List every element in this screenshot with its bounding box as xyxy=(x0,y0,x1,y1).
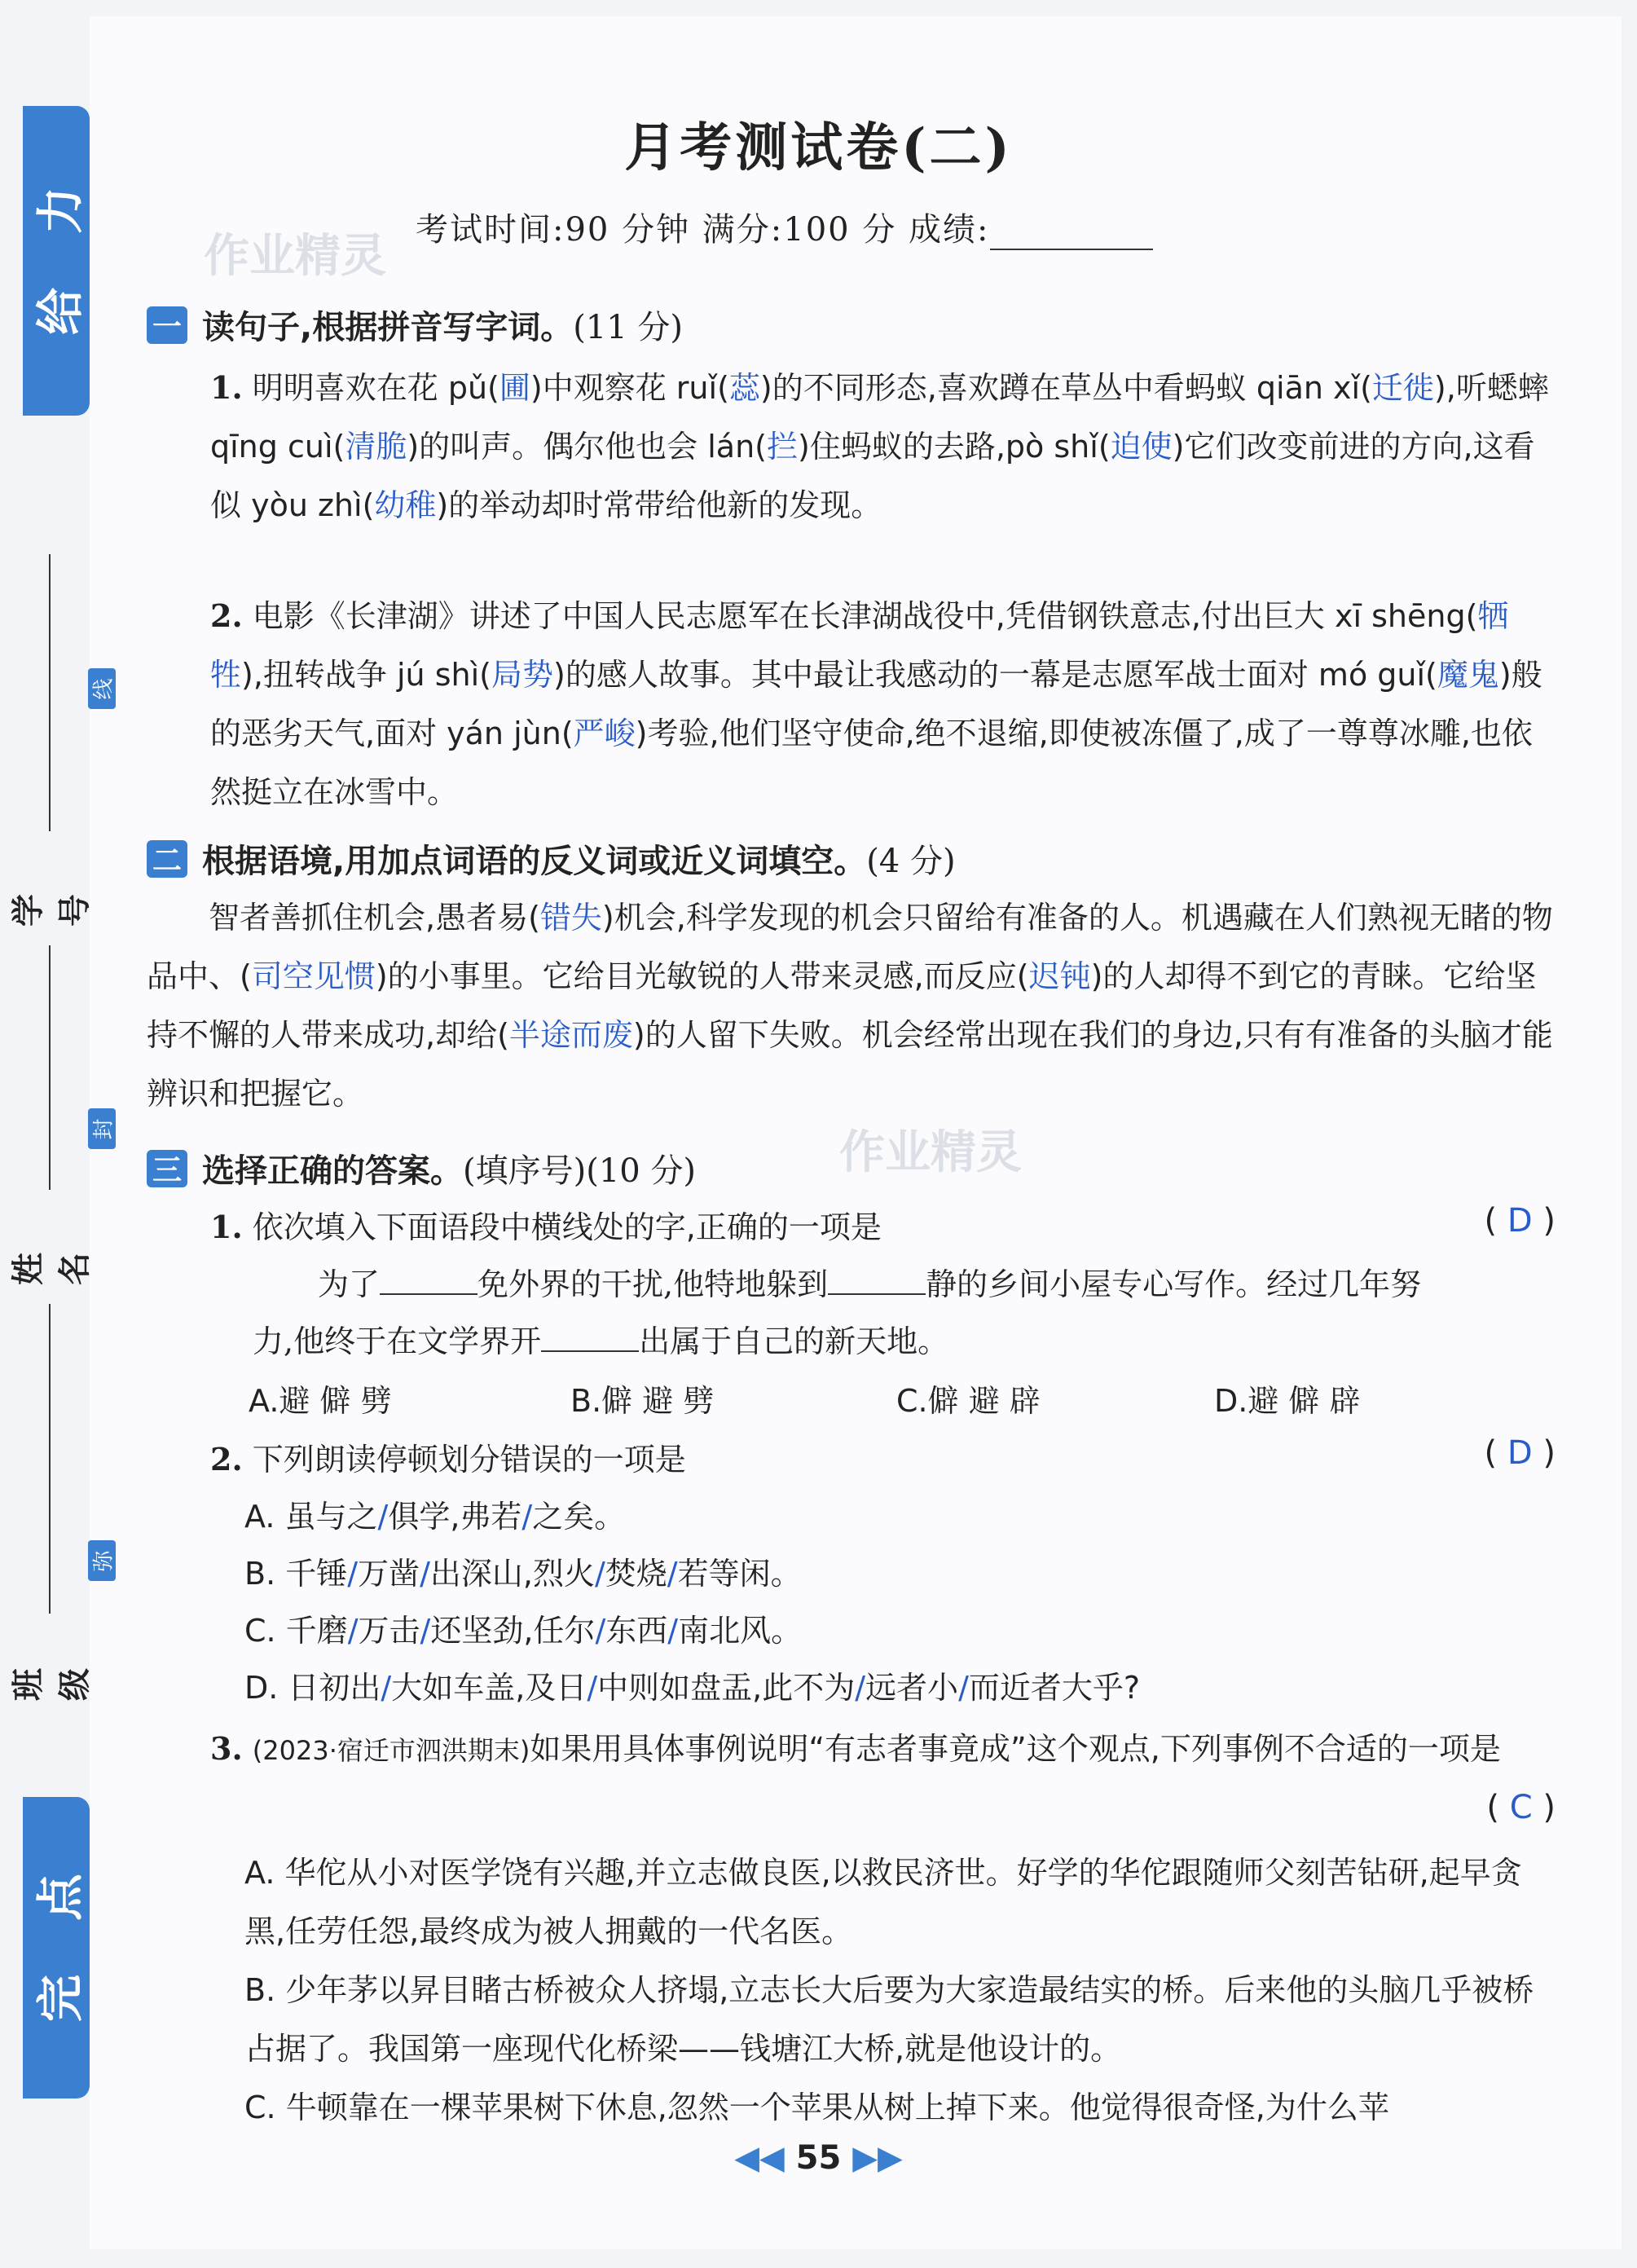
option-c: C.僻 避 辟 xyxy=(896,1383,1041,1419)
watermark: 作业精灵 xyxy=(839,1126,1022,1179)
question-3-1-passage-line: 为了 免外界的干扰,他特地躲到 静的乡间小屋专心写作。经过几年努 xyxy=(318,1266,1422,1302)
option-a: A.避 僻 劈 xyxy=(249,1383,392,1419)
page-number: ◀◀ 55 ▶▶ xyxy=(734,2139,903,2177)
option-c: C. 千磨/万击/还坚劲,任尔/东西/南北风。 xyxy=(244,1613,803,1649)
answer: 牺牲 xyxy=(210,598,1509,693)
class-label: 班级 xyxy=(10,1668,94,1701)
answer: 局势 xyxy=(491,657,554,693)
class-line xyxy=(49,1304,51,1614)
name-label: 姓名 xyxy=(10,1253,94,1285)
answer: 迁徙 xyxy=(1371,370,1434,406)
section-title: 读句子,根据拼音写字词。 xyxy=(202,309,574,346)
page-title: 月考测试卷(二) xyxy=(624,117,1013,178)
option-a: A. 华佗从小对医学饶有兴趣,并立志做良医,以救民济世。好学的华佗跟随师父刻苦钻研,起早贪黑,任劳任怨,最终成为被人拥戴的一代名医。 xyxy=(244,1855,1522,1949)
section-heading xyxy=(147,835,956,882)
fill-blank[interactable] xyxy=(380,1269,477,1295)
answer: 幼稚 xyxy=(374,487,437,523)
answer: 迫使 xyxy=(1110,429,1173,465)
side-tab-char: 完 xyxy=(32,1974,88,2023)
side-tab-char: 给 xyxy=(32,287,88,336)
option-d: D. 日初出/大如车盖,及日/中则如盘盂,此不为/远者小/而近者大乎? xyxy=(244,1670,1141,1706)
option-c: C. 牛顿靠在一棵苹果树下休息,忽然一个苹果从树上掉下来。他觉得很奇怪,为什么苹 xyxy=(244,2090,1389,2125)
answer-bracket: ( D ) xyxy=(1484,1434,1556,1472)
cut-mark-line: 线 xyxy=(88,668,116,709)
question-3-3-stem: 3. (2023·宿迁市泗洪期末)如果用具体事例说明“有志者事竟成”这个观点,下列事例不合适的一项是 xyxy=(210,1730,1501,1767)
prev-arrow-icon: ◀◀ xyxy=(734,2139,785,2177)
option-b: B. 千锤/万凿/出深山,烈火/焚烧/若等闲。 xyxy=(244,1556,802,1592)
student-id-line xyxy=(49,554,51,831)
fill-blank[interactable] xyxy=(828,1269,926,1295)
answer: 清脆 xyxy=(345,429,407,465)
section-points: (11 分) xyxy=(573,309,684,346)
answer: 司空见惯 xyxy=(251,958,376,994)
cut-mark-seal: 封 xyxy=(88,1108,116,1149)
answer: 迟钝 xyxy=(1028,958,1091,994)
side-tab-char: 点 xyxy=(32,1873,88,1922)
question-3-1-stem: 1. 依次填入下面语段中横线处的字,正确的一项是 xyxy=(210,1209,882,1245)
answer: 拦 xyxy=(767,429,799,465)
answer: 蕊 xyxy=(728,370,760,406)
side-tab-char: 力 xyxy=(32,186,88,235)
answer: 严峻 xyxy=(573,716,636,751)
section-title: 根据语境,用加点词语的反义词或近义词填空。 xyxy=(202,843,867,880)
section-number: 一 xyxy=(147,306,187,344)
option-b: B. 少年茅以昇目睹古桥被众人挤塌,立志长大后要为大家造最结实的桥。后来他的头脑几乎被桥占据了。我国第一座现代化桥梁——钱塘江大桥,就是他设计的。 xyxy=(244,1972,1534,2067)
section-heading xyxy=(147,1145,696,1191)
answer: 魔鬼 xyxy=(1437,657,1499,693)
section-number: 三 xyxy=(147,1150,187,1187)
option-b: B.僻 避 劈 xyxy=(570,1383,715,1419)
score-blank[interactable] xyxy=(990,221,1153,250)
question-3-1-passage-line: 力,他终于在文学界开 出属于自己的新天地。 xyxy=(253,1323,949,1359)
question-3-2-stem: 2. 下列朗读停顿划分错误的一项是 xyxy=(210,1441,686,1478)
answer: 错失 xyxy=(539,900,602,936)
watermark: 作业精灵 xyxy=(204,230,386,283)
answer-bracket: ( D ) xyxy=(1484,1202,1556,1240)
option-d: D.避 僻 辟 xyxy=(1214,1383,1361,1419)
question-1-2: 2. 电影《长津湖》讲述了中国人民志愿军在长津湖战役中,凭借钢铁意志,付出巨大 xī shēng(牺牲),扭转战争 jú shì(局势)的感人故事。其中最让我感动的一幕是志愿军战士面对 mó guǐ(魔鬼)般的恶劣天气,面对 yán jùn(严峻)考验,他们坚守使命,绝不退缩,即使被冻僵了,成了一尊尊冰雕,也依然挺立在冰雪中。 xyxy=(210,597,1542,810)
name-line xyxy=(49,945,51,1190)
student-id-label: 学号 xyxy=(10,894,94,927)
answer-bracket: ( C ) xyxy=(1486,1789,1556,1826)
fill-blank[interactable] xyxy=(541,1326,639,1352)
section-heading xyxy=(147,302,683,348)
section-2-passage: 智者善抓住机会,愚者易(错失)机会,科学发现的机会只留给有准备的人。机遇藏在人们熟视无睹的物品中、(司空见惯)的小事里。它给目光敏锐的人带来灵感,而反应(迟钝)的人却得不到它的青睐。它给坚持不懈的人带来成功,却给(半途而废)的人留下失败。机会经常出现在我们的身边,只有有准备的头脑才能辨识和把握它。 xyxy=(147,900,1553,1112)
cut-mark-close: 弥 xyxy=(88,1540,116,1581)
answer: 半途而废 xyxy=(508,1017,633,1053)
exam-meta: 考试时间:90 分钟 满分:100 分 成绩: xyxy=(416,204,1153,250)
section-number: 二 xyxy=(147,840,187,878)
next-arrow-icon: ▶▶ xyxy=(852,2139,903,2177)
side-tab-bottom xyxy=(23,1797,90,2098)
answer: 圃 xyxy=(499,370,530,406)
section-title: 选择正确的答案。 xyxy=(202,1152,463,1190)
section-points: (4 分) xyxy=(866,843,956,880)
section-points: (填序号)(10 分) xyxy=(463,1152,697,1190)
option-a: A. 虽与之/俱学,弗若/之矣。 xyxy=(244,1499,626,1535)
question-1-1: 1. 明明喜欢在花 pǔ(圃)中观察花 ruǐ(蕊)的不同形态,喜欢蹲在草丛中看蚂蚁 qiān xǐ(迁徙),听蟋蟀 qīng cuì(清脆)的叫声。偶尔他也会 lán(拦)住蚂蚁的去路,pò shǐ(迫使)它们改变前进的方向,这看似 yòu zhì(幼稚)的举动却时常带给他新的发现。 xyxy=(210,369,1549,523)
